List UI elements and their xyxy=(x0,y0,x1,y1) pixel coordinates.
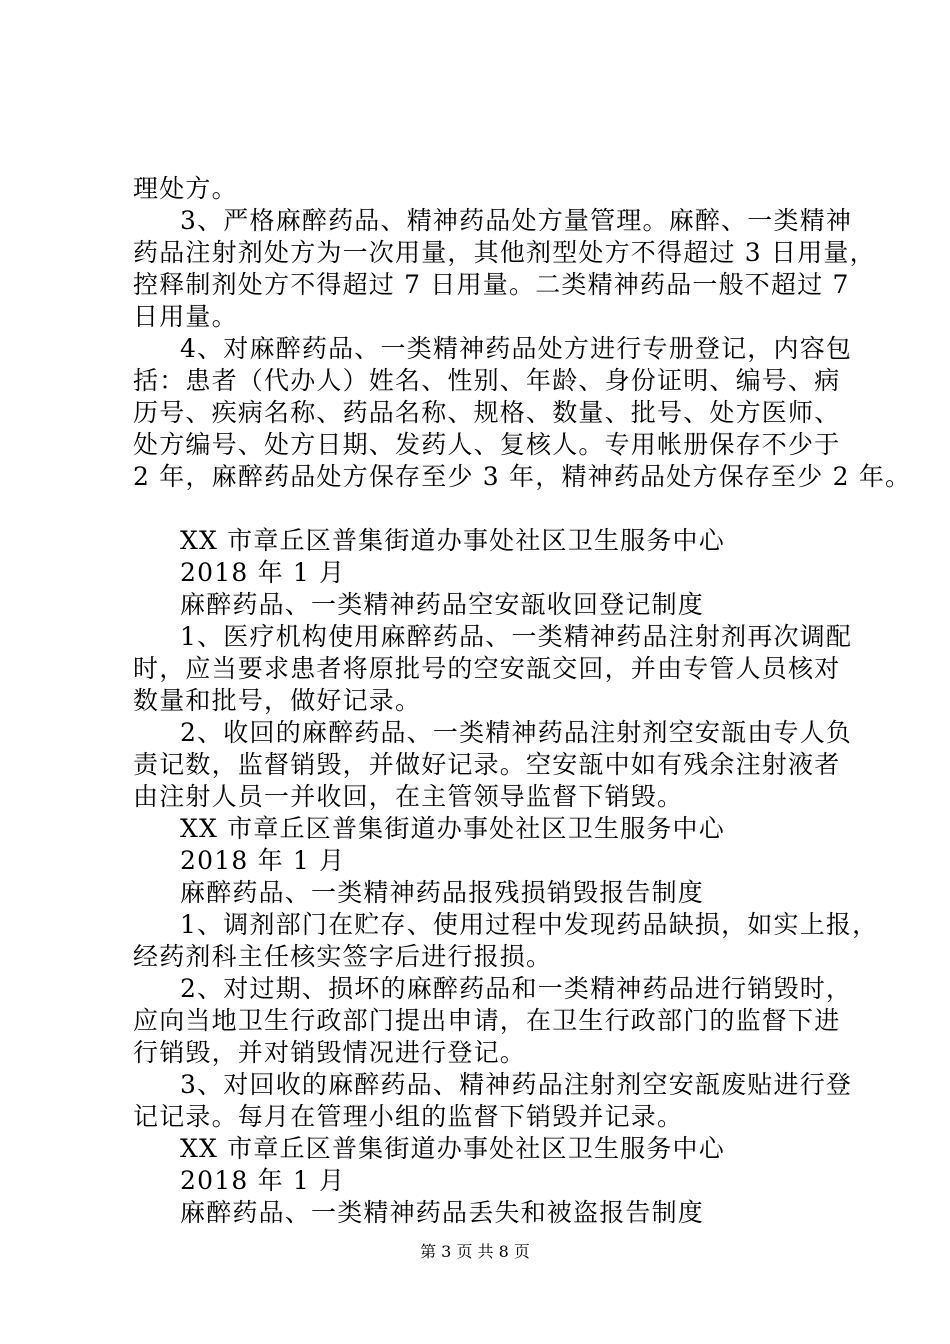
text-line: 记记录。每月在管理小组的监督下销毁并记录。 xyxy=(133,1102,684,1131)
signature-date: 2018 年 1 月 xyxy=(180,1166,346,1195)
text-line: 经药剂科主任核实签字后进行报损。 xyxy=(133,942,553,971)
signature-date: 2018 年 1 月 xyxy=(180,558,346,587)
text-line: 1、调剂部门在贮存、使用过程中发现药品缺损，如实上报， xyxy=(180,910,879,939)
text-line: 3、对回收的麻醉药品、精神药品注射剂空安瓿废贴进行登 xyxy=(180,1070,853,1099)
organization-signature: XX 市章丘区普集街道办事处社区卫生服务中心 xyxy=(180,1134,725,1163)
text-line: 行销毁，并对销毁情况进行登记。 xyxy=(133,1038,527,1067)
text-line: 控释制剂处方不得超过 7 日用量。二类精神药品一般不超过 7 xyxy=(133,270,850,299)
section-title: 麻醉药品、一类精神药品丢失和被盗报告制度 xyxy=(180,1198,705,1227)
text-line: 2 年，麻醉药品处方保存至少 3 年，精神药品处方保存至少 2 年。 xyxy=(133,462,912,491)
text-line: 4、对麻醉药品、一类精神药品处方进行专册登记，内容包 xyxy=(180,334,853,363)
text-line: 历号、疾病名称、药品名称、规格、数量、批号、处方医师、 xyxy=(133,398,841,427)
page-number-footer: 第 3 页 共 8 页 xyxy=(420,1242,530,1261)
text-line: 应向当地卫生行政部门提出申请，在卫生行政部门的监督下进 xyxy=(133,1006,841,1035)
text-line: 1、医疗机构使用麻醉药品、一类精神药品注射剂再次调配 xyxy=(180,622,853,651)
text-line: 日用量。 xyxy=(133,302,238,331)
signature-date: 2018 年 1 月 xyxy=(180,846,346,875)
text-line: 由注射人员一并收回，在主管领导监督下销毁。 xyxy=(133,782,684,811)
text-line: 药品注射剂处方为一次用量，其他剂型处方不得超过 3 日用量， xyxy=(133,238,876,267)
text-line: 3、严格麻醉药品、精神药品处方量管理。麻醉、一类精神 xyxy=(180,206,853,235)
section-title: 麻醉药品、一类精神药品空安瓿收回登记制度 xyxy=(180,590,705,619)
text-line: 括：患者（代办人）姓名、性别、年龄、身份证明、编号、病 xyxy=(133,366,841,395)
text-line: 处方编号、处方日期、发药人、复核人。专用帐册保存不少于 xyxy=(133,430,841,459)
organization-signature: XX 市章丘区普集街道办事处社区卫生服务中心 xyxy=(180,814,725,843)
text-line: 2、收回的麻醉药品、一类精神药品注射剂空安瓿由专人负 xyxy=(180,718,853,747)
section-title: 麻醉药品、一类精神药品报残损销毁报告制度 xyxy=(180,878,705,907)
text-line: 2、对过期、损坏的麻醉药品和一类精神药品进行销毁时， xyxy=(180,974,853,1003)
organization-signature: XX 市章丘区普集街道办事处社区卫生服务中心 xyxy=(180,526,725,555)
text-line: 责记数，监督销毁，并做好记录。空安瓿中如有残余注射液者 xyxy=(133,750,841,779)
text-line: 数量和批号，做好记录。 xyxy=(133,686,422,715)
text-line: 理处方。 xyxy=(133,174,238,203)
text-line: 时，应当要求患者将原批号的空安瓿交回，并由专管人员核对 xyxy=(133,654,841,683)
